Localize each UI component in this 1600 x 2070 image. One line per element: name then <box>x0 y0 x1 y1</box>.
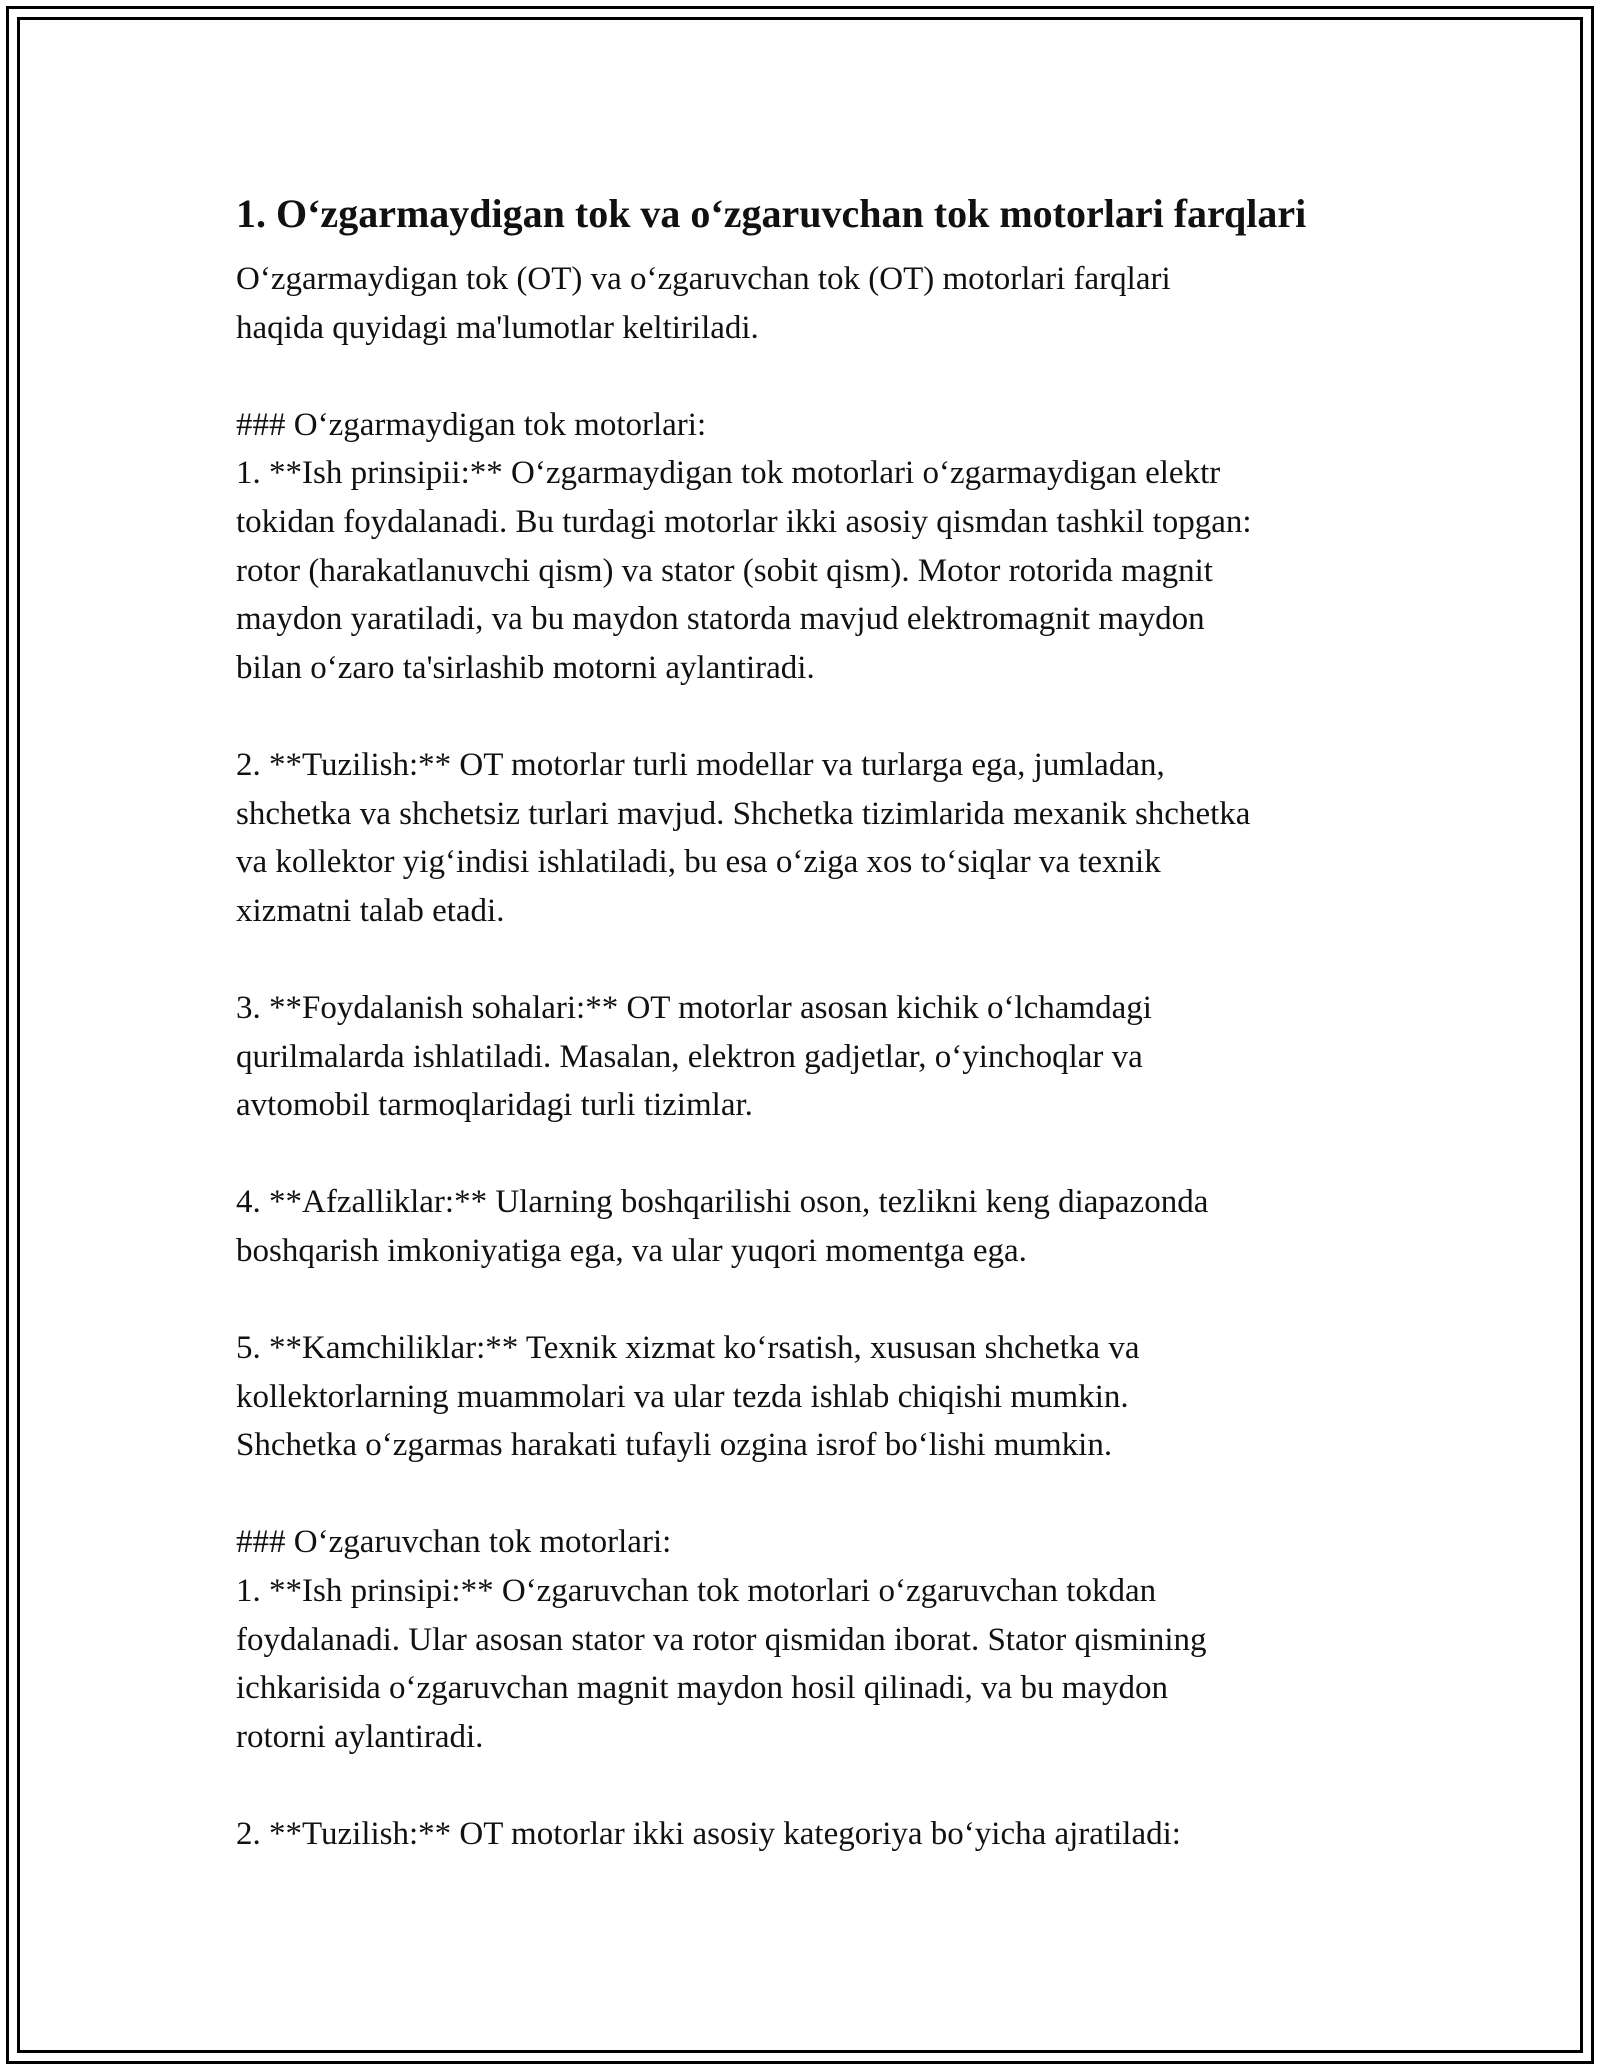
text-line: bilan o‘zaro ta'sirlashib motorni aylantiradi. <box>236 649 815 686</box>
document-body <box>236 185 1436 1859</box>
document-title: 1. O‘zgarmaydigan tok va o‘zgaruvchan tok motorlari farqlari <box>236 191 1307 236</box>
text-line: boshqarish imkoniyatiga ega, va ular yuqori momentga ega. <box>236 1232 1027 1269</box>
text-line: 5. **Kamchiliklar:** Texnik xizmat ko‘rsatish, xususan shchetka va <box>236 1330 1140 1367</box>
text-line: shchetka va shchetsiz turlari mavjud. Shchetka tizimlarida mexanik shchetka <box>236 795 1251 832</box>
text-line: O‘zgarmaydigan tok (OT) va o‘zgaruvchan tok (OT) motorlari farqlari <box>236 261 1171 297</box>
dc-item-disadvantages <box>236 1324 1436 1470</box>
text-line: 1. **Ish prinsipii:** O‘zgarmaydigan tok motorlari o‘zgarmaydigan elektr <box>236 455 1221 492</box>
intro-paragraph <box>236 255 1436 352</box>
text-line: avtomobil tarmoqlaridagi turli tizimlar. <box>236 1087 753 1124</box>
dc-item-usage <box>236 984 1436 1130</box>
text-line: haqida quyidagi ma'lumotlar keltiriladi. <box>236 309 759 346</box>
ac-item-structure <box>236 1810 1436 1859</box>
text-line: qurilmalarda ishlatiladi. Masalan, elektron gadjetlar, o‘yinchoqlar va <box>236 1038 1143 1075</box>
ac-section-block <box>236 1518 1436 1761</box>
ac-section-heading: ### O‘zgaruvchan tok motorlari: <box>236 1524 672 1561</box>
text-line: foydalanadi. Ular asosan stator va rotor qismidan iborat. Stator qismining <box>236 1621 1207 1658</box>
text-line: 2. **Tuzilish:** OT motorlar ikki asosiy kategoriya bo‘yicha ajratiladi: <box>236 1816 1181 1852</box>
text-line: va kollektor yig‘indisi ishlatiladi, bu esa o‘ziga xos to‘siqlar va texnik <box>236 844 1161 881</box>
text-line: tokidan foydalanadi. Bu turdagi motorlar ikki asosiy qismdan tashkil topgan: <box>236 503 1252 540</box>
text-line: rotor (harakatlanuvchi qism) va stator (sobit qism). Motor rotorida magnit <box>236 552 1213 589</box>
dc-section-heading: ### O‘zgarmaydigan tok motorlari: <box>236 406 707 443</box>
text-line: kollektorlarning muammolari va ular tezda ishlab chiqishi mumkin. <box>236 1378 1129 1415</box>
text-line: 1. **Ish prinsipi:** O‘zgaruvchan tok motorlari o‘zgaruvchan tokdan <box>236 1573 1157 1610</box>
dc-item-advantages <box>236 1178 1436 1275</box>
text-line: 3. **Foydalanish sohalari:** OT motorlar asosan kichik o‘lchamdagi <box>236 989 1152 1026</box>
text-line: rotorni aylantiradi. <box>236 1718 484 1755</box>
text-line: 2. **Tuzilish:** OT motorlar turli modellar va turlarga ega, jumladan, <box>236 746 1165 783</box>
dc-section-block <box>236 401 1436 693</box>
text-line: ichkarisida o‘zgaruvchan magnit maydon hosil qilinadi, va bu maydon <box>236 1670 1169 1707</box>
text-line: xizmatni talab etadi. <box>236 892 505 929</box>
text-line: maydon yaratiladi, va bu maydon statorda mavjud elektromagnit maydon <box>236 601 1205 638</box>
text-line: 4. **Afzalliklar:** Ularning boshqarilishi oson, tezlikni keng diapazonda <box>236 1184 1209 1221</box>
text-line: Shchetka o‘zgarmas harakati tufayli ozgina isrof bo‘lishi mumkin. <box>236 1427 1113 1464</box>
dc-item-structure <box>236 741 1436 935</box>
